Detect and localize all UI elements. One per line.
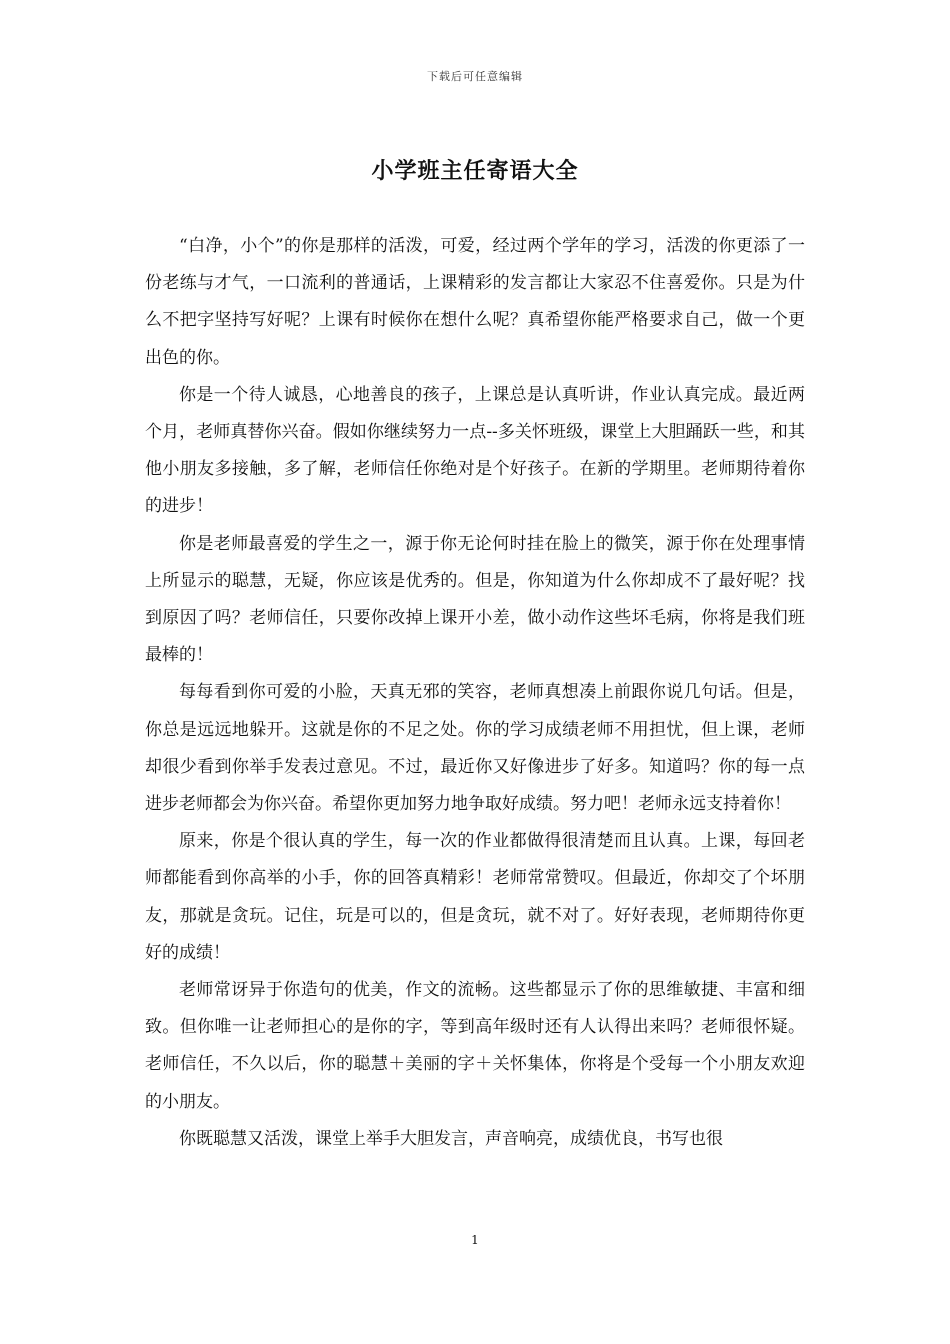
header-note: 下载后可任意编辑 (427, 70, 523, 83)
paragraph: 你是老师最喜爱的学生之一，源于你无论何时挂在脸上的微笑，源于你在处理事情上所显示的聪慧，无疑，你应该是优秀的。但是，你知道为什么你却成不了最好呢？找到原因了吗？老师信任，只要你改掉上课开小差，做小动作这些坏毛病，你将是我们班最棒的！ (145, 533, 805, 666)
paragraph: 原来，你是个很认真的学生，每一次的作业都做得很清楚而且认真。上课，每回老师都能看到你高举的小手，你的回答真精彩！老师常常赞叹。但最近，你却交了个坏朋友，那就是贪玩。记住，玩是可以的，但是贪玩，就不对了。好好表现，老师期待你更好的成绩！ (145, 831, 805, 963)
document-body (145, 228, 805, 1158)
paragraph: 每每看到你可爱的小脸，天真无邪的笑容，老师真想凑上前跟你说几句话。但是，你总是远远地躲开。这就是你的不足之处。你的学习成绩老师不用担忧，但上课，老师却很少看到你举手发表过意见。不过，最近你又好像进步了好多。知道吗？你的每一点进步老师都会为你兴奋。希望你更加努力地争取好成绩。努力吧！老师永远支持着你！ (145, 682, 805, 815)
paragraph: “白净，小个”的你是那样的活泼，可爱，经过两个学年的学习，活泼的你更添了一份老练与才气，一口流利的普通话，上课精彩的发言都让大家忍不住喜爱你。只是为什么不把字坚持写好呢？上课有时候你在想什么呢？真希望你能严格要求自己，做一个更出色的你。 (145, 236, 805, 368)
page-number: 1 (471, 1233, 479, 1247)
document-title: 小学班主任寄语大全 (371, 158, 579, 184)
paragraph: 老师常讶异于你造句的优美，作文的流畅。这些都显示了你的思维敏捷、丰富和细致。但你唯一让老师担心的是你的字，等到高年级时还有人认得出来吗？老师很怀疑。老师信任，不久以后，你的聪慧＋美丽的字＋关怀集体，你将是个受每一个小朋友欢迎的小朋友。 (145, 980, 805, 1112)
paragraph: 你既聪慧又活泼，课堂上举手大胆发言，声音响亮，成绩优良，书写也很 (179, 1128, 723, 1149)
paragraph: 你是一个待人诚恳，心地善良的孩子，上课总是认真听讲，作业认真完成。最近两个月，老师真替你兴奋。假如你继续努力一点--多关怀班级，课堂上大胆踊跃一些，和其他小朋友多接触，多了解，老师信任你绝对是个好孩子。在新的学期里。老师期待着你的进步！ (145, 384, 805, 517)
